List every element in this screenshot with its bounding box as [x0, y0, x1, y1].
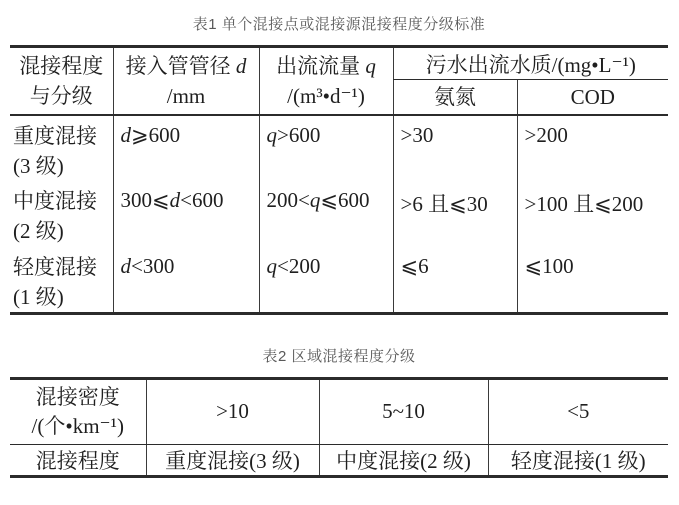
t2-density-label-cell	[10, 378, 146, 444]
t1-header-inlet-pipe-diameter	[113, 47, 259, 115]
variable-d: d	[120, 122, 131, 147]
table-row-severe	[10, 115, 668, 181]
density-value-cell: <5	[488, 378, 668, 444]
header-text: 出流流量	[276, 53, 366, 78]
cod-cell: >200	[517, 115, 668, 181]
value-text: <300	[131, 253, 175, 278]
degree-value-cell: 中度混接(2 级)	[319, 444, 488, 476]
value-text: 200<	[266, 187, 310, 212]
degree-value-cell: 重度混接(3 级)	[146, 444, 319, 476]
header-unit: /(m³•d⁻¹)	[287, 83, 365, 108]
diameter-cell	[113, 247, 259, 314]
table1-single-point-grading-standard	[10, 45, 668, 315]
row-label-cell	[10, 181, 113, 247]
t1-header-sewage-water-quality: 污水出流水质/(mg•L⁻¹)	[393, 47, 668, 80]
value-text: >600	[277, 122, 321, 147]
header-text: 接入管管径	[125, 53, 236, 78]
row-label-line: (3 级)	[13, 153, 64, 178]
variable-q: q	[266, 253, 277, 278]
header-line	[260, 51, 393, 81]
ammonia-cell: ⩽6	[393, 247, 517, 314]
table-row-slight	[10, 247, 668, 314]
density-value-cell: >10	[146, 378, 319, 444]
table1-title: 表1 单个混接点或混接源混接程度分级标准	[192, 16, 486, 33]
t1-header-degree-and-grade	[10, 47, 113, 115]
row-label-line: (2 级)	[13, 218, 64, 243]
row-label-line: 混接密度	[35, 384, 120, 409]
table2-degree-row	[10, 444, 668, 476]
header-line	[114, 51, 259, 81]
variable-q: q	[309, 187, 321, 212]
page-content	[0, 13, 679, 478]
variable-d: d	[169, 187, 181, 212]
table2-regional-grading	[10, 377, 668, 478]
value-text: <600	[180, 187, 224, 212]
variable-d: d	[235, 53, 247, 78]
value-text: <200	[277, 253, 321, 278]
flow-cell	[259, 115, 393, 181]
row-label-line: 中度混接	[13, 188, 97, 213]
row-label-cell	[10, 247, 113, 314]
table-row-moderate	[10, 181, 668, 247]
t1-header-outflow-rate	[259, 47, 393, 115]
flow-cell	[259, 247, 393, 314]
variable-q: q	[365, 53, 376, 78]
degree-value-cell: 轻度混接(1 级)	[488, 444, 668, 476]
diameter-cell	[113, 181, 259, 247]
header-line: 混接程度	[19, 53, 104, 78]
header-unit: /mm	[166, 83, 206, 108]
variable-q: q	[266, 122, 277, 147]
t1-header-ammonia-nitrogen: 氨氮	[393, 80, 517, 115]
cod-cell: ⩽100	[517, 247, 668, 314]
table1-header-row-1	[10, 47, 668, 80]
cod-cell: >100 且⩽200	[517, 181, 668, 247]
value-text: ⩾600	[131, 122, 181, 147]
ammonia-cell: >30	[393, 115, 517, 181]
flow-cell	[259, 181, 393, 247]
table2-density-row	[10, 378, 668, 444]
row-label-line: (1 级)	[13, 284, 64, 309]
t2-degree-label-cell: 混接程度	[35, 448, 120, 473]
variable-d: d	[120, 253, 131, 278]
value-text: ⩽600	[320, 187, 370, 212]
diameter-cell	[113, 115, 259, 181]
row-label-line: 轻度混接	[13, 254, 97, 279]
t1-header-cod: COD	[517, 80, 668, 115]
row-label-cell	[10, 115, 113, 181]
row-label-line: /(个•km⁻¹)	[31, 413, 124, 438]
row-label-line: 重度混接	[13, 123, 97, 148]
ammonia-cell: >6 且⩽30	[393, 181, 517, 247]
table2-title: 表2 区域混接程度分级	[262, 347, 416, 365]
value-text: 300⩽	[120, 187, 170, 212]
density-value-cell: 5~10	[319, 378, 488, 444]
header-line: 与分级	[29, 83, 93, 108]
